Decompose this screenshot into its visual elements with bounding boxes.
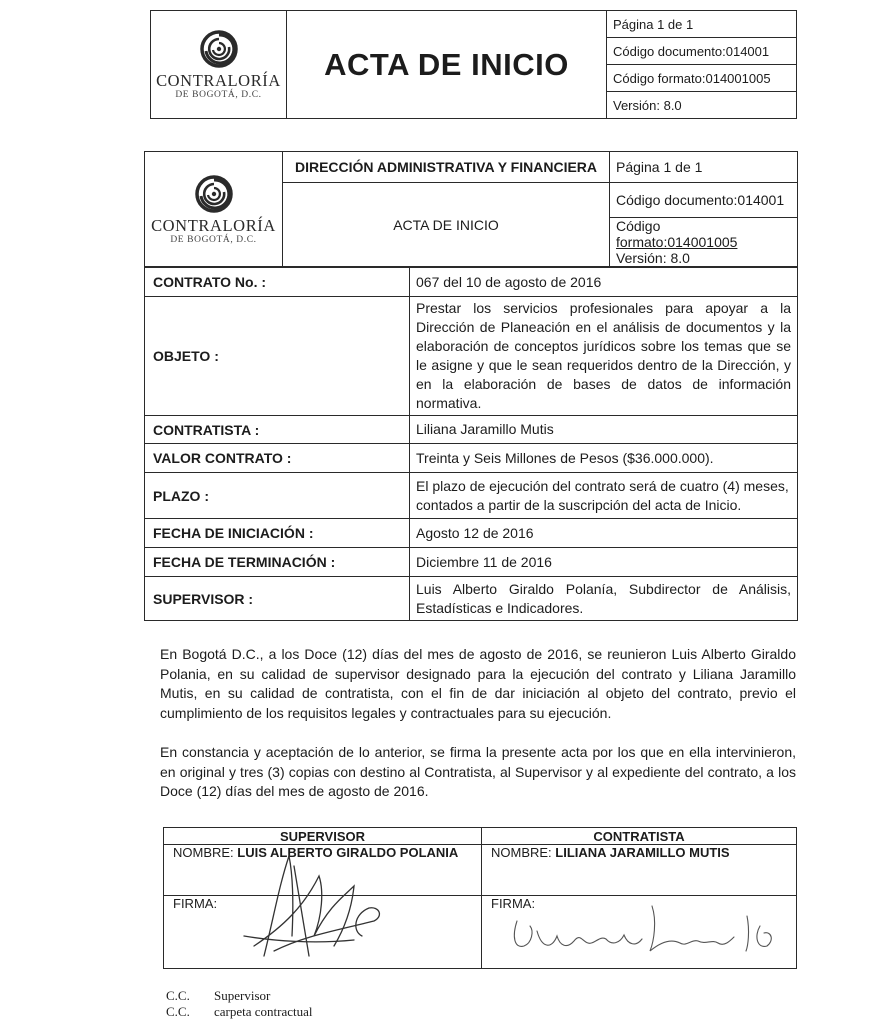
document-code-second: Código documento:014001 [610, 183, 798, 218]
spiral-emblem-icon [194, 174, 234, 214]
logo-cell-second [145, 152, 283, 267]
fecha-terminacion-label: FECHA DE TERMINACIÓN : [145, 548, 410, 577]
contratista-signature-icon [502, 891, 792, 961]
fecha-inicio-label: FECHA DE INICIACIÓN : [145, 519, 410, 548]
format-code-line2: formato:014001005 [616, 234, 738, 250]
logo-cell [151, 11, 287, 119]
table-row [145, 444, 798, 473]
fecha-terminacion-value: Diciembre 11 de 2016 [410, 548, 798, 577]
header-table-second [144, 151, 798, 267]
table-row [145, 416, 798, 444]
firma-label: FIRMA: [173, 896, 218, 911]
logo-subtitle: DE BOGOTÁ, D.C. [175, 90, 262, 100]
valor-label: VALOR CONTRATO : [145, 444, 410, 473]
contrato-label: CONTRATO No. : [145, 268, 410, 297]
plazo-value: El plazo de ejecución del contrato será de cuatro (4) meses, contados a partir de la suscripción del acta de Inicio. [410, 473, 798, 519]
contraloria-logo-second [146, 174, 281, 245]
page-number: Página 1 de 1 [607, 11, 797, 38]
format-code: Código formato:014001005 [607, 65, 797, 92]
spiral-emblem-icon [199, 29, 239, 69]
copy-prefix: C.C. [166, 1004, 190, 1019]
name-prefix: NOMBRE: [491, 845, 552, 860]
firma-label: FIRMA: [491, 896, 536, 911]
fecha-inicio-value: Agosto 12 de 2016 [410, 519, 798, 548]
contratista-name-cell [482, 845, 797, 896]
table-row [145, 297, 798, 416]
version: Versión: 8.0 [607, 92, 797, 119]
supervisor-name-cell [164, 845, 482, 896]
contratista-label: CONTRATISTA : [145, 416, 410, 444]
supervisor-label: SUPERVISOR : [145, 577, 410, 621]
page-number-second: Página 1 de 1 [610, 152, 798, 183]
table-row [145, 519, 798, 548]
name-prefix: NOMBRE: [173, 845, 234, 860]
document-title: ACTA DE INICIO [287, 11, 607, 119]
objeto-label: OBJETO : [145, 297, 410, 416]
contract-details-table [144, 267, 798, 621]
valor-value: Treinta y Seis Millones de Pesos ($36.000.000). [410, 444, 798, 473]
copy-recipient: carpeta contractual [214, 1004, 313, 1019]
copy-prefix: C.C. [166, 988, 190, 1003]
body-paragraph-2: En constancia y aceptación de lo anterior, se firma la presente acta por los que en ella intervinieron, en original y tres (3) copias con destino al Contratista, al Supervisor y al expediente del contrato, a los Doce (12) días del mes de agosto de 2016. [160, 744, 796, 799]
contratista-value: Liliana Jaramillo Mutis [410, 416, 798, 444]
signature-table [163, 827, 797, 969]
plazo-label: PLAZO : [145, 473, 410, 519]
version-second: Versión: 8.0 [616, 250, 690, 266]
table-row [145, 577, 798, 621]
logo-name: CONTRALORÍA [156, 71, 281, 90]
contratista-firma-cell [482, 896, 797, 969]
logo-subtitle: DE BOGOTÁ, D.C. [170, 234, 257, 245]
supervisor-header: SUPERVISOR [164, 828, 482, 845]
table-row [145, 268, 798, 297]
copy-line-1 [166, 988, 270, 1004]
copy-recipient: Supervisor [214, 988, 271, 1003]
direction-title: DIRECCIÓN ADMINISTRATIVA Y FINANCIERA [283, 152, 610, 183]
contrato-value: 067 del 10 de agosto de 2016 [410, 268, 798, 297]
copy-line-2 [166, 1004, 313, 1020]
logo-name: CONTRALORÍA [151, 215, 276, 235]
supervisor-name: LUIS ALBERTO GIRALDO POLANIA [237, 845, 459, 860]
table-row [145, 473, 798, 519]
supervisor-firma-cell [164, 896, 482, 969]
format-code-second [610, 218, 798, 267]
contratista-header: CONTRATISTA [482, 828, 797, 845]
document-title-second: ACTA DE INICIO [283, 183, 610, 267]
document-code: Código documento:014001 [607, 38, 797, 65]
header-table-top [150, 10, 797, 119]
format-code-line1: Código [616, 218, 661, 234]
objeto-value: Prestar los servicios profesionales para apoyar a la Dirección de Planeación en el análisis de documentos y la elaboración de conceptos jurídicos sobre los temas que se le asigne y que le sean requeridos dentro de la Dirección, y en la elaboración de bases de datos de información normativa. [410, 297, 798, 416]
contratista-name: LILIANA JARAMILLO MUTIS [555, 845, 730, 860]
contraloria-logo [151, 29, 286, 100]
supervisor-value: Luis Alberto Giraldo Polanía, Subdirector de Análisis, Estadísticas e Indicadores. [410, 577, 798, 621]
table-row [145, 548, 798, 577]
body-paragraph-1: En Bogotá D.C., a los Doce (12) días del mes de agosto de 2016, se reunieron Luis Alberto Giraldo Polania, en su calidad de supervisor designado para la ejecución del contrato y Liliana Jaramillo Mutis, en su calidad de contratista, con el fin de dar iniciación al objeto del contrato, previo el cumplimiento de los requisitos legales y contractuales para su ejecución. [160, 646, 796, 721]
